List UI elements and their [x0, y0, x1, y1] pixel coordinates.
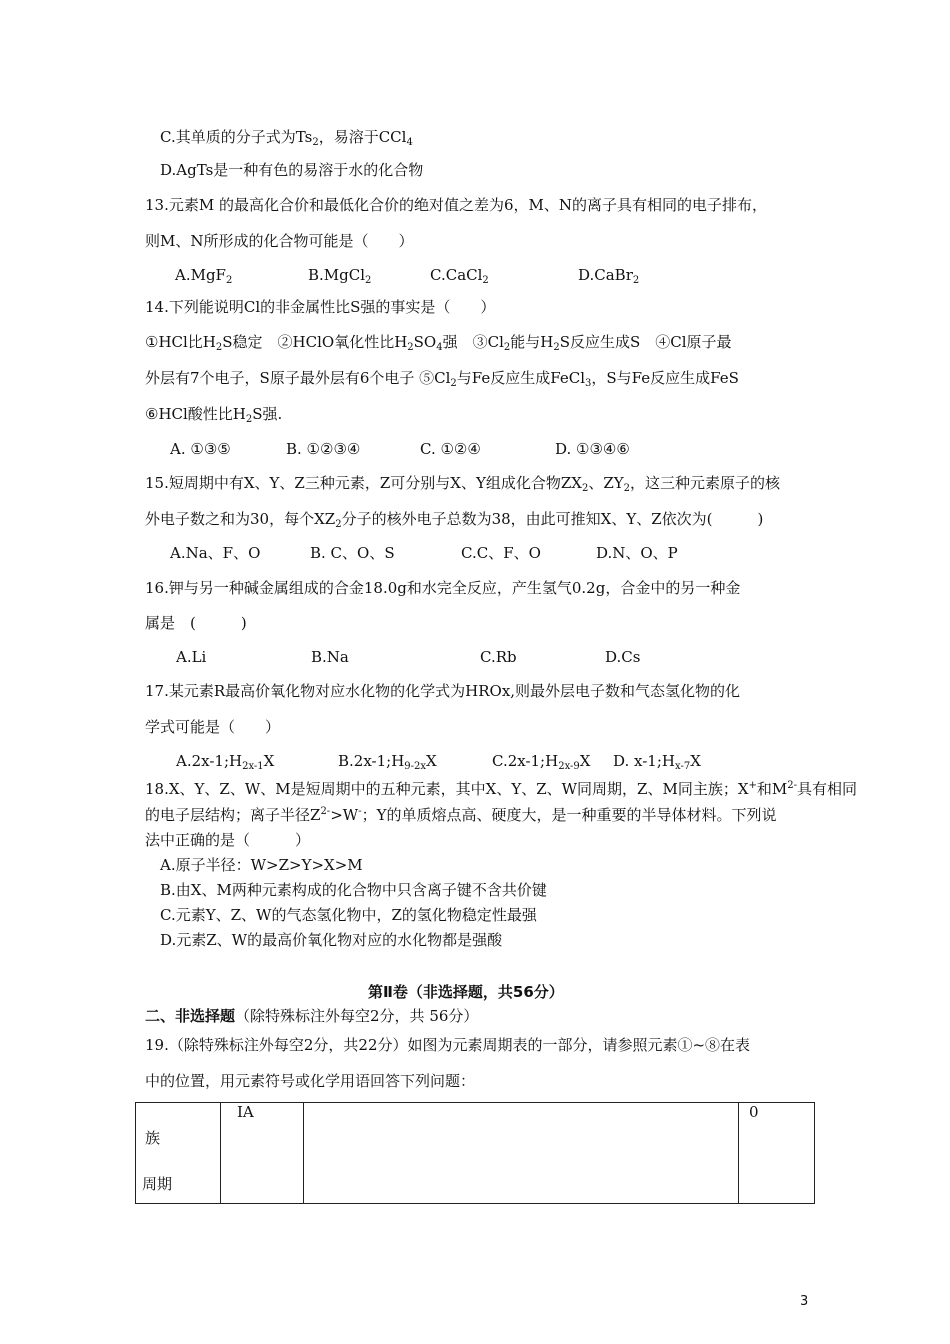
q17-option-a: $A.2x-1;H_{2x-1}X$ [176, 752, 275, 772]
q18-option-c: C.元素Y、Z、W的气态氢化物中，Z的氢化物稳定性最强 [160, 906, 537, 924]
q18-option-a: A.原子半径：W>Z>Y>X>M [160, 856, 363, 874]
q18-stem-line3: 法中正确的是（ ） [145, 831, 311, 849]
q13-option-d: D.CaBr$_2$ [578, 266, 640, 286]
q17-stem-line2: 学式可能是（ ） [145, 718, 281, 736]
q18-stem-line1: 18.X、Y、Z、W、M是短周期中的五种元素，其中X、Y、Z、W同周期，Z、M同主族；X+和$M^{2-}$具有相同 [145, 780, 858, 798]
q18-stem-line2: 的电子层结构；离子半径$Z^{2-}>W^-$；Y的单质熔点高、硬度大，是一种重要的半导体材料。下列说 [145, 806, 777, 824]
q13-option-c: C.CaCl$_2$ [430, 266, 489, 286]
q15-stem-line2: 外电子数之和为30，每个$XZ_2$分子的核外电子总数为38，由此可推知X、Y、Z依次为( ) [145, 510, 764, 530]
page-number: 3 [800, 1294, 809, 1309]
period-label: 周期 [142, 1175, 173, 1193]
table-header-cell [136, 1103, 221, 1204]
q18-option-b: B.由X、M两种元素构成的化合物中只含离子键不含共价键 [160, 881, 547, 899]
periodic-table-fragment [135, 1102, 815, 1204]
q15-stem-line1: 15.短周期中有X、Y、Z三种元素，Z可分别与X、Y组成化合物$ZX_2$、$ZY_2$，这三种元素原子的核 [145, 474, 781, 494]
q14-option-c: C. ①②④ [420, 440, 481, 458]
q14-option-d: D. ①③④⑥ [555, 440, 630, 458]
q15-option-c: C.C、F、O [461, 544, 541, 562]
part2-title: 第Ⅱ卷（非选择题，共56分） [368, 983, 564, 1001]
q16-option-c: C.Rb [480, 648, 517, 666]
q13-stem-line1: 13.元素M 的最高化合价和最低化合价的绝对值之差为6，M、N的离子具有相同的电子排布， [145, 196, 768, 214]
group-0-cell: 0 [739, 1103, 815, 1204]
q17-option-b: $B.2x-1;H_{9-2x}X$ [338, 752, 437, 772]
q12-option-c: C.其单质的分子式为$Ts_2$，易溶于CCl$_4$ [160, 128, 413, 148]
q16-stem-line1: 16.钾与另一种碱金属组成的合金18.0g和水完全反应，产生氢气0.2g，合金中的另一种金 [145, 579, 741, 597]
q19-stem-line1: 19.（除特殊标注外每空2分，共22分）如图为元素周期表的一部分，请参照元素①~⑧在表 [145, 1036, 751, 1054]
q14-option-a: A. ①③⑤ [170, 440, 231, 458]
q17-stem-line1: 17.某元素R最高价氧化物对应水化物的化学式为HROx,则最外层电子数和气态氢化物的化 [145, 682, 741, 700]
q13-stem-line2: 则M、N所形成的化合物可能是（ ） [145, 232, 414, 250]
group-label: 族 [145, 1129, 161, 1147]
q16-option-a: A.Li [176, 648, 207, 666]
q14-statements-line3: ⑥HCl酸性比$H_2S$强. [145, 405, 283, 425]
table-empty-cell [304, 1103, 739, 1204]
part2-heading: 二、非选择题（除特殊标注外每空2分，共 56分） [145, 1007, 479, 1025]
q14-statements-line1: ①HCl比$H_2S$稳定 ②HClO氧化性比$H_2SO_4$强 $③Cl_2$能与$H_2S$反应生成S ④Cl原子最 [145, 333, 732, 353]
q16-option-b: B.Na [311, 648, 349, 666]
q19-stem-line2: 中的位置，用元素符号或化学用语回答下列问题： [145, 1072, 476, 1090]
q15-option-d: D.N、O、P [596, 544, 678, 562]
group-ia-cell: ⅠA [221, 1103, 304, 1204]
q13-option-a: A.MgF$_2$ [175, 266, 233, 286]
q14-statements-line2: 外层有7个电子，S原子最外层有6个电子 $⑤Cl_2$与Fe反应生成FeCl$_3$，S与Fe反应生成FeS [145, 369, 739, 389]
q18-option-d: D.元素Z、W的最高价氧化物对应的水化物都是强酸 [160, 931, 503, 949]
q16-option-d: D.Cs [605, 648, 641, 666]
q15-option-b: B. C、O、S [310, 544, 395, 562]
q14-option-b: B. ①②③④ [286, 440, 361, 458]
q13-option-b: B.MgCl$_2$ [308, 266, 372, 286]
q14-stem: 14.下列能说明Cl的非金属性比S强的事实是（ ） [145, 298, 496, 316]
q12-option-d: D.AgTs是一种有色的易溶于水的化合物 [160, 161, 424, 179]
q17-option-d: D. $x-1;H_{x-7}X$ [613, 752, 701, 772]
q16-stem-line2: 属是 ( ) [145, 614, 247, 632]
q15-option-a: A.Na、F、O [170, 544, 261, 562]
q17-option-c: $C.2x-1;H_{2x-9}X$ [492, 752, 591, 772]
